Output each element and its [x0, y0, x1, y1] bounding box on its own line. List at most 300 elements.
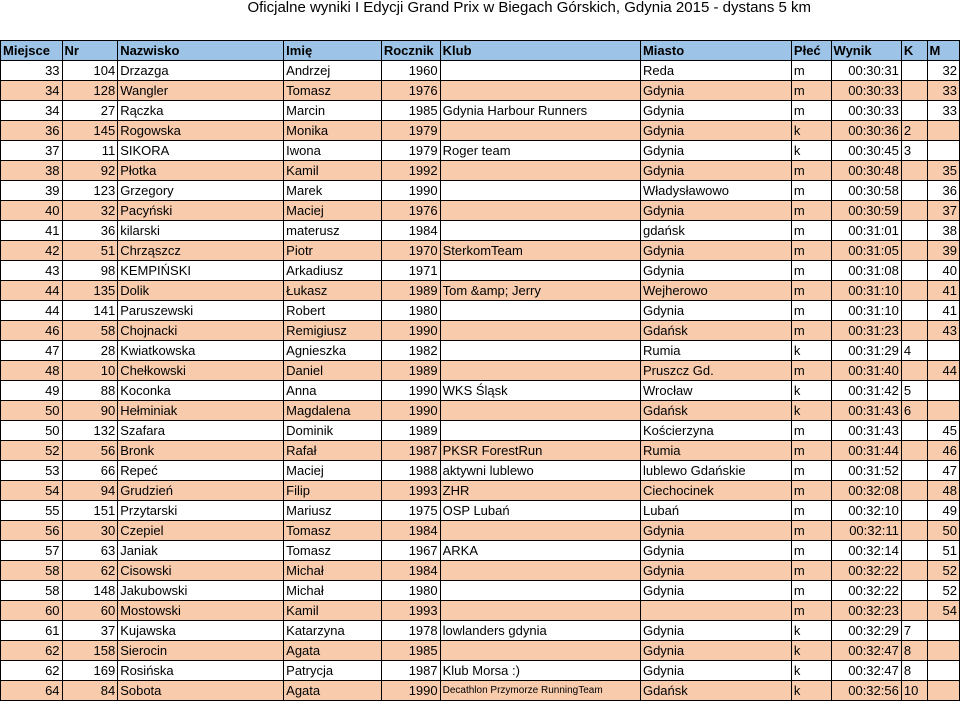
cell-gender: m [791, 61, 831, 81]
cell-first-name: Maciej [284, 461, 382, 481]
table-row [1, 441, 960, 461]
header-city: Miasto [640, 41, 791, 61]
cell-m: 46 [927, 441, 959, 461]
cell-k [901, 561, 927, 581]
cell-city: Gdynia [640, 301, 791, 321]
cell-birth-year: 1976 [381, 81, 440, 101]
cell-place: 41 [1, 221, 63, 241]
cell-m: 48 [927, 481, 959, 501]
cell-result: 00:31:44 [831, 441, 901, 461]
cell-nr: 84 [62, 681, 118, 701]
table-row [1, 341, 960, 361]
cell-place: 48 [1, 361, 63, 381]
cell-birth-year: 1985 [381, 101, 440, 121]
cell-city: lublewo Gdańskie [640, 461, 791, 481]
cell-club: aktywni lublewo [440, 461, 640, 481]
cell-birth-year: 1989 [381, 361, 440, 381]
cell-k [901, 441, 927, 461]
cell-first-name: Marek [284, 181, 382, 201]
cell-k [901, 101, 927, 121]
cell-m [927, 121, 959, 141]
cell-gender: k [791, 621, 831, 641]
cell-surname: Paruszewski [118, 301, 284, 321]
table-row [1, 241, 960, 261]
results-table [0, 40, 960, 701]
cell-first-name: Kamil [284, 161, 382, 181]
cell-club [440, 561, 640, 581]
cell-gender: k [791, 381, 831, 401]
cell-surname: Bronk [118, 441, 284, 461]
cell-place: 47 [1, 341, 63, 361]
cell-k: 4 [901, 341, 927, 361]
table-row [1, 501, 960, 521]
cell-result: 00:32:47 [831, 641, 901, 661]
cell-gender: m [791, 201, 831, 221]
cell-club: ZHR [440, 481, 640, 501]
cell-club [440, 421, 640, 441]
table-row [1, 641, 960, 661]
cell-m [927, 401, 959, 421]
cell-birth-year: 1980 [381, 301, 440, 321]
cell-club [440, 641, 640, 661]
cell-place: 49 [1, 381, 63, 401]
cell-result: 00:32:29 [831, 621, 901, 641]
cell-first-name: materusz [284, 221, 382, 241]
cell-place: 40 [1, 201, 63, 221]
cell-birth-year: 1971 [381, 261, 440, 281]
cell-surname: Grudzień [118, 481, 284, 501]
cell-result: 00:30:45 [831, 141, 901, 161]
cell-surname: Czepiel [118, 521, 284, 541]
header-gender: Płeć [791, 41, 831, 61]
cell-gender: k [791, 121, 831, 141]
cell-first-name: Tomasz [284, 541, 382, 561]
cell-birth-year: 1984 [381, 561, 440, 581]
cell-nr: 60 [62, 601, 118, 621]
cell-surname: Rosińska [118, 661, 284, 681]
cell-first-name: Maciej [284, 201, 382, 221]
cell-place: 34 [1, 101, 63, 121]
header-m: M [927, 41, 959, 61]
cell-surname: Koconka [118, 381, 284, 401]
cell-birth-year: 1979 [381, 141, 440, 161]
cell-gender: m [791, 161, 831, 181]
cell-birth-year: 1993 [381, 481, 440, 501]
cell-k [901, 181, 927, 201]
cell-k [901, 81, 927, 101]
cell-place: 62 [1, 641, 63, 661]
cell-city [640, 601, 791, 621]
cell-city: Gdynia [640, 201, 791, 221]
cell-nr: 51 [62, 241, 118, 261]
cell-first-name: Michał [284, 581, 382, 601]
cell-nr: 27 [62, 101, 118, 121]
cell-result: 00:30:33 [831, 81, 901, 101]
cell-result: 00:31:52 [831, 461, 901, 481]
cell-m: 40 [927, 261, 959, 281]
cell-place: 42 [1, 241, 63, 261]
cell-city: Wejherowo [640, 281, 791, 301]
header-surname: Nazwisko [118, 41, 284, 61]
cell-city: Gdańsk [640, 401, 791, 421]
cell-city: Władysławowo [640, 181, 791, 201]
cell-k [901, 241, 927, 261]
cell-surname: Sierocin [118, 641, 284, 661]
cell-gender: m [791, 601, 831, 621]
cell-city: Gdynia [640, 641, 791, 661]
cell-m [927, 141, 959, 161]
cell-club [440, 81, 640, 101]
cell-k: 10 [901, 681, 927, 701]
cell-club [440, 61, 640, 81]
cell-nr: 104 [62, 61, 118, 81]
table-row [1, 621, 960, 641]
cell-k [901, 221, 927, 241]
cell-surname: Rogowska [118, 121, 284, 141]
cell-gender: m [791, 181, 831, 201]
cell-city: gdańsk [640, 221, 791, 241]
cell-surname: SIKORA [118, 141, 284, 161]
cell-nr: 145 [62, 121, 118, 141]
cell-nr: 148 [62, 581, 118, 601]
cell-gender: m [791, 481, 831, 501]
cell-first-name: Michał [284, 561, 382, 581]
cell-gender: m [791, 101, 831, 121]
cell-result: 00:32:08 [831, 481, 901, 501]
cell-result: 00:31:10 [831, 281, 901, 301]
cell-place: 50 [1, 401, 63, 421]
cell-k [901, 581, 927, 601]
cell-gender: m [791, 581, 831, 601]
cell-gender: k [791, 141, 831, 161]
cell-k: 5 [901, 381, 927, 401]
cell-birth-year: 1967 [381, 541, 440, 561]
cell-result: 00:30:33 [831, 101, 901, 121]
cell-place: 62 [1, 661, 63, 681]
cell-gender: m [791, 81, 831, 101]
cell-first-name: Agata [284, 641, 382, 661]
header-k: K [901, 41, 927, 61]
cell-birth-year: 1992 [381, 161, 440, 181]
cell-birth-year: 1978 [381, 621, 440, 641]
cell-gender: m [791, 521, 831, 541]
cell-k: 8 [901, 661, 927, 681]
cell-club: PKSR ForestRun [440, 441, 640, 461]
cell-first-name: Robert [284, 301, 382, 321]
cell-birth-year: 1988 [381, 461, 440, 481]
cell-club: Tom &amp; Jerry [440, 281, 640, 301]
cell-result: 00:30:58 [831, 181, 901, 201]
cell-k [901, 421, 927, 441]
cell-surname: Cisowski [118, 561, 284, 581]
cell-place: 43 [1, 261, 63, 281]
cell-result: 00:30:59 [831, 201, 901, 221]
cell-surname: Wangler [118, 81, 284, 101]
table-row [1, 601, 960, 621]
table-row [1, 421, 960, 441]
cell-place: 44 [1, 281, 63, 301]
cell-birth-year: 1979 [381, 121, 440, 141]
cell-m: 52 [927, 581, 959, 601]
cell-k: 7 [901, 621, 927, 641]
cell-gender: k [791, 401, 831, 421]
cell-surname: Pacyński [118, 201, 284, 221]
cell-result: 00:30:48 [831, 161, 901, 181]
cell-city: Gdynia [640, 561, 791, 581]
cell-k: 8 [901, 641, 927, 661]
cell-club [440, 361, 640, 381]
cell-club [440, 221, 640, 241]
cell-m: 32 [927, 61, 959, 81]
cell-nr: 37 [62, 621, 118, 641]
cell-first-name: Dominik [284, 421, 382, 441]
cell-city: Ciechocinek [640, 481, 791, 501]
cell-birth-year: 1970 [381, 241, 440, 261]
cell-birth-year: 1990 [381, 401, 440, 421]
cell-place: 37 [1, 141, 63, 161]
cell-place: 38 [1, 161, 63, 181]
page-title: Oficjalne wyniki I Edycji Grand Prix w Biegach Górskich, Gdynia 2015 - dystans 5 km [247, 0, 811, 16]
cell-club [440, 301, 640, 321]
table-row [1, 381, 960, 401]
cell-city: Gdynia [640, 261, 791, 281]
cell-nr: 151 [62, 501, 118, 521]
cell-result: 00:31:42 [831, 381, 901, 401]
cell-city: Kościerzyna [640, 421, 791, 441]
table-row [1, 681, 960, 701]
header-birth-year: Rocznik [381, 41, 440, 61]
cell-surname: Rączka [118, 101, 284, 121]
table-row [1, 81, 960, 101]
cell-nr: 169 [62, 661, 118, 681]
cell-m: 49 [927, 501, 959, 521]
cell-club [440, 401, 640, 421]
cell-first-name: Marcin [284, 101, 382, 121]
cell-club: Roger team [440, 141, 640, 161]
cell-gender: m [791, 441, 831, 461]
table-row [1, 541, 960, 561]
cell-nr: 141 [62, 301, 118, 321]
cell-nr: 28 [62, 341, 118, 361]
cell-city: Gdańsk [640, 681, 791, 701]
cell-surname: Płotka [118, 161, 284, 181]
cell-k: 6 [901, 401, 927, 421]
cell-k [901, 521, 927, 541]
cell-result: 00:31:29 [831, 341, 901, 361]
cell-birth-year: 1990 [381, 181, 440, 201]
cell-place: 54 [1, 481, 63, 501]
cell-city: Pruszcz Gd. [640, 361, 791, 381]
cell-club: lowlanders gdynia [440, 621, 640, 641]
cell-place: 53 [1, 461, 63, 481]
cell-city: Gdynia [640, 121, 791, 141]
cell-m [927, 661, 959, 681]
cell-birth-year: 1975 [381, 501, 440, 521]
cell-birth-year: 1982 [381, 341, 440, 361]
cell-place: 36 [1, 121, 63, 141]
cell-gender: m [791, 281, 831, 301]
cell-k [901, 601, 927, 621]
cell-m: 37 [927, 201, 959, 221]
cell-result: 00:32:10 [831, 501, 901, 521]
cell-nr: 56 [62, 441, 118, 461]
cell-m: 51 [927, 541, 959, 561]
cell-club [440, 161, 640, 181]
cell-result: 00:32:23 [831, 601, 901, 621]
table-row [1, 121, 960, 141]
cell-city: Gdynia [640, 661, 791, 681]
cell-first-name: Patrycja [284, 661, 382, 681]
cell-gender: k [791, 341, 831, 361]
cell-nr: 135 [62, 281, 118, 301]
cell-m: 41 [927, 281, 959, 301]
cell-result: 00:31:43 [831, 421, 901, 441]
cell-birth-year: 1976 [381, 201, 440, 221]
cell-birth-year: 1984 [381, 521, 440, 541]
cell-surname: Janiak [118, 541, 284, 561]
cell-city: Wrocław [640, 381, 791, 401]
cell-place: 33 [1, 61, 63, 81]
cell-place: 64 [1, 681, 63, 701]
cell-club: Gdynia Harbour Runners [440, 101, 640, 121]
cell-m [927, 341, 959, 361]
cell-city: Rumia [640, 441, 791, 461]
cell-surname: Jakubowski [118, 581, 284, 601]
cell-club [440, 121, 640, 141]
cell-city: Gdynia [640, 541, 791, 561]
cell-place: 34 [1, 81, 63, 101]
cell-birth-year: 1990 [381, 381, 440, 401]
cell-surname: KEMPIŃSKI [118, 261, 284, 281]
cell-surname: Chełkowski [118, 361, 284, 381]
cell-first-name: Arkadiusz [284, 261, 382, 281]
table-row [1, 461, 960, 481]
header-nr: Nr [62, 41, 118, 61]
cell-first-name: Magdalena [284, 401, 382, 421]
cell-first-name: Tomasz [284, 521, 382, 541]
cell-city: Gdańsk [640, 321, 791, 341]
cell-club: WKS Śląsk [440, 381, 640, 401]
cell-first-name: Iwona [284, 141, 382, 161]
cell-result: 00:32:14 [831, 541, 901, 561]
cell-place: 44 [1, 301, 63, 321]
cell-result: 00:32:22 [831, 561, 901, 581]
cell-m: 33 [927, 101, 959, 121]
cell-result: 00:31:08 [831, 261, 901, 281]
table-row [1, 221, 960, 241]
cell-m: 36 [927, 181, 959, 201]
cell-nr: 62 [62, 561, 118, 581]
cell-nr: 128 [62, 81, 118, 101]
cell-k [901, 481, 927, 501]
table-row [1, 141, 960, 161]
cell-result: 00:30:36 [831, 121, 901, 141]
cell-first-name: Monika [284, 121, 382, 141]
cell-m: 50 [927, 521, 959, 541]
cell-nr: 98 [62, 261, 118, 281]
cell-m [927, 621, 959, 641]
cell-surname: Kwiatkowska [118, 341, 284, 361]
cell-gender: m [791, 561, 831, 581]
cell-first-name: Rafał [284, 441, 382, 461]
cell-birth-year: 1989 [381, 421, 440, 441]
cell-place: 60 [1, 601, 63, 621]
cell-surname: Dolik [118, 281, 284, 301]
cell-first-name: Daniel [284, 361, 382, 381]
cell-birth-year: 1984 [381, 221, 440, 241]
cell-gender: k [791, 661, 831, 681]
cell-k [901, 541, 927, 561]
cell-city: Gdynia [640, 101, 791, 121]
cell-place: 52 [1, 441, 63, 461]
cell-club: Klub Morsa :) [440, 661, 640, 681]
cell-k [901, 261, 927, 281]
table-row [1, 61, 960, 81]
cell-club [440, 581, 640, 601]
cell-city: Gdynia [640, 81, 791, 101]
cell-club: SterkomTeam [440, 241, 640, 261]
cell-result: 00:31:23 [831, 321, 901, 341]
cell-result: 00:31:05 [831, 241, 901, 261]
cell-gender: k [791, 681, 831, 701]
header-place: Miejsce [1, 41, 63, 61]
table-row [1, 561, 960, 581]
cell-nr: 94 [62, 481, 118, 501]
cell-k [901, 321, 927, 341]
cell-place: 39 [1, 181, 63, 201]
cell-birth-year: 1980 [381, 581, 440, 601]
cell-k [901, 501, 927, 521]
cell-surname: Kujawska [118, 621, 284, 641]
cell-first-name: Agnieszka [284, 341, 382, 361]
cell-first-name: Katarzyna [284, 621, 382, 641]
cell-m [927, 381, 959, 401]
table-row [1, 321, 960, 341]
header-row [1, 41, 960, 61]
cell-nr: 36 [62, 221, 118, 241]
table-row [1, 521, 960, 541]
cell-city: Gdynia [640, 141, 791, 161]
cell-gender: m [791, 541, 831, 561]
cell-k: 3 [901, 141, 927, 161]
table-row [1, 661, 960, 681]
cell-city: Rumia [640, 341, 791, 361]
cell-m: 52 [927, 561, 959, 581]
cell-nr: 30 [62, 521, 118, 541]
cell-m: 39 [927, 241, 959, 261]
results-body [1, 61, 960, 701]
cell-club: OSP Lubań [440, 501, 640, 521]
cell-result: 00:31:01 [831, 221, 901, 241]
cell-gender: k [791, 641, 831, 661]
cell-city: Gdynia [640, 241, 791, 261]
cell-birth-year: 1990 [381, 681, 440, 701]
cell-m: 38 [927, 221, 959, 241]
cell-gender: m [791, 421, 831, 441]
cell-result: 00:32:56 [831, 681, 901, 701]
cell-first-name: Filip [284, 481, 382, 501]
cell-gender: m [791, 501, 831, 521]
cell-surname: Chojnacki [118, 321, 284, 341]
cell-gender: m [791, 301, 831, 321]
cell-nr: 92 [62, 161, 118, 181]
cell-nr: 158 [62, 641, 118, 661]
cell-birth-year: 1990 [381, 321, 440, 341]
cell-first-name: Agata [284, 681, 382, 701]
cell-k [901, 461, 927, 481]
table-row [1, 301, 960, 321]
cell-place: 50 [1, 421, 63, 441]
